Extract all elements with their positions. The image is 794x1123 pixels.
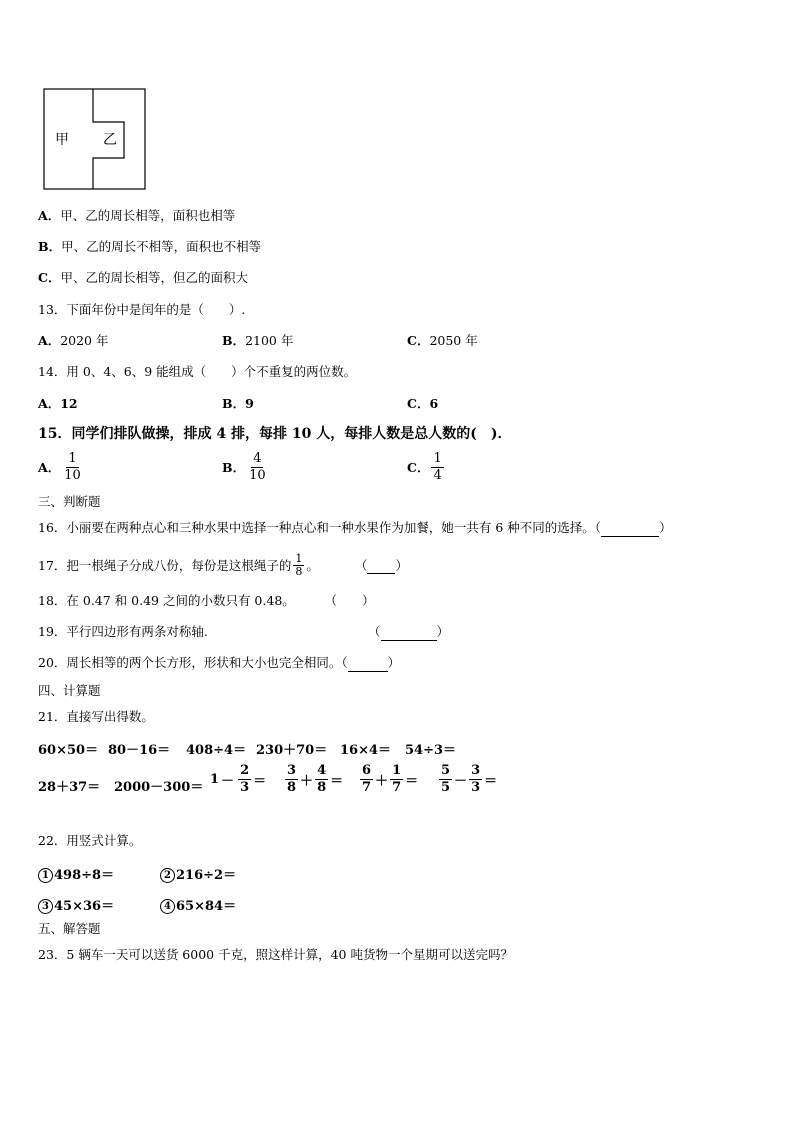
q21-row1-item-6: 54÷3＝ xyxy=(405,743,457,758)
q21-row2-item-4: $\frac{3}{8}$ ＋ $\frac{4}{8}$ ＝ xyxy=(287,763,344,795)
section-3-title: 三、判断题 xyxy=(38,494,101,509)
q21-row1-item-5: 16×4＝ xyxy=(340,743,392,758)
q15-option-a: A． $\frac{1}{10}$ xyxy=(38,451,81,483)
q21-row2-item-6: $\frac{5}{5}$ － $\frac{3}{3}$ ＝ xyxy=(441,763,498,795)
q19-text: 19．平行四边形有两条对称轴. xyxy=(38,624,208,639)
q14-option-b: B．9 xyxy=(222,396,254,411)
q13-option-c: C．2050 年 xyxy=(407,333,478,348)
figure-label-yi: 乙 xyxy=(103,132,117,148)
q21-row2-item-1: 28＋37＝ xyxy=(38,780,101,795)
q19-answer-blank[interactable] xyxy=(381,624,437,641)
q18: 18．在 0.47 和 0.49 之间的小数只有 0.48。 （ ） xyxy=(38,593,375,608)
q13-stem: 13．下面年份中是闰年的是（ ）. xyxy=(38,302,246,317)
section-5-title: 五、解答题 xyxy=(38,921,101,936)
q18-answer-paren[interactable]: （ ） xyxy=(330,593,375,608)
q22-stem: 22．用竖式计算。 xyxy=(38,833,142,848)
q19-answer: （ ） xyxy=(368,624,450,639)
q16-answer-blank[interactable] xyxy=(601,520,659,537)
q21-row1-item-3: 408÷4＝ xyxy=(186,743,247,758)
q17: 17．把一根绳子分成八份，每份是这根绳子的 $\frac{1}{8}$ 。 （ ） xyxy=(38,552,408,578)
q23: 23．5 辆车一天可以送货 6000 千克，照这样计算，40 吨货物一个星期可以送完吗？ xyxy=(38,947,513,962)
q12-option-a: A．甲、乙的周长相等，面积也相等 xyxy=(38,208,236,223)
q15-stem: 15．同学们排队做操，排成 4 排，每排 10 人，每排人数是总人数的( )． xyxy=(38,426,512,442)
q15-option-b: B． $\frac{4}{10}$ xyxy=(222,451,266,483)
q21-row2-item-5: $\frac{6}{7}$ ＋ $\frac{1}{7}$ ＝ xyxy=(362,763,419,795)
q21-row1-item-1: 60×50＝ xyxy=(38,743,99,758)
q21-row2-item-3: 1 － $\frac{2}{3}$ ＝ xyxy=(210,763,267,795)
q20: 20．周长相等的两个长方形，形状和大小也完全相同。（ ） xyxy=(38,655,401,670)
section-4-title: 四、计算题 xyxy=(38,683,101,698)
q13-option-b: B．2100 年 xyxy=(222,333,294,348)
figure-label-jia: 甲 xyxy=(55,132,69,148)
q21-row2-item-2: 2000－300＝ xyxy=(114,780,204,795)
q22-item-3: 3 45×36＝ xyxy=(38,895,114,914)
q14-option-a: A．12 xyxy=(38,396,78,411)
q12-option-b: B．甲、乙的周长不相等，面积也不相等 xyxy=(38,239,262,254)
q21-row1-item-2: 80－16＝ xyxy=(108,743,171,758)
q15-option-c: C． $\frac{1}{4}$ xyxy=(407,451,442,483)
q12-option-c: C．甲、乙的周长相等，但乙的面积大 xyxy=(38,270,248,285)
q22-item-4: 4 65×84＝ xyxy=(160,895,236,914)
q21-row1-item-4: 230＋70＝ xyxy=(256,743,328,758)
q22-item-2: 2 216÷2＝ xyxy=(160,864,236,883)
q16: 16．小丽要在两种点心和三种水果中选择一种点心和一种水果作为加餐，她一共有 6 种不同的选择。（ ） xyxy=(38,520,672,535)
q14-option-c: C．6 xyxy=(407,396,439,411)
q14-stem: 14．用 0、4、6、9 能组成（ ）个不重复的两位数。 xyxy=(38,364,357,379)
q20-answer-blank[interactable] xyxy=(348,655,388,672)
q17-answer-blank[interactable] xyxy=(367,557,395,574)
q21-stem: 21．直接写出得数。 xyxy=(38,709,154,724)
q22-item-1: 1 498÷8＝ xyxy=(38,864,114,883)
q13-option-a: A．2020 年 xyxy=(38,333,109,348)
